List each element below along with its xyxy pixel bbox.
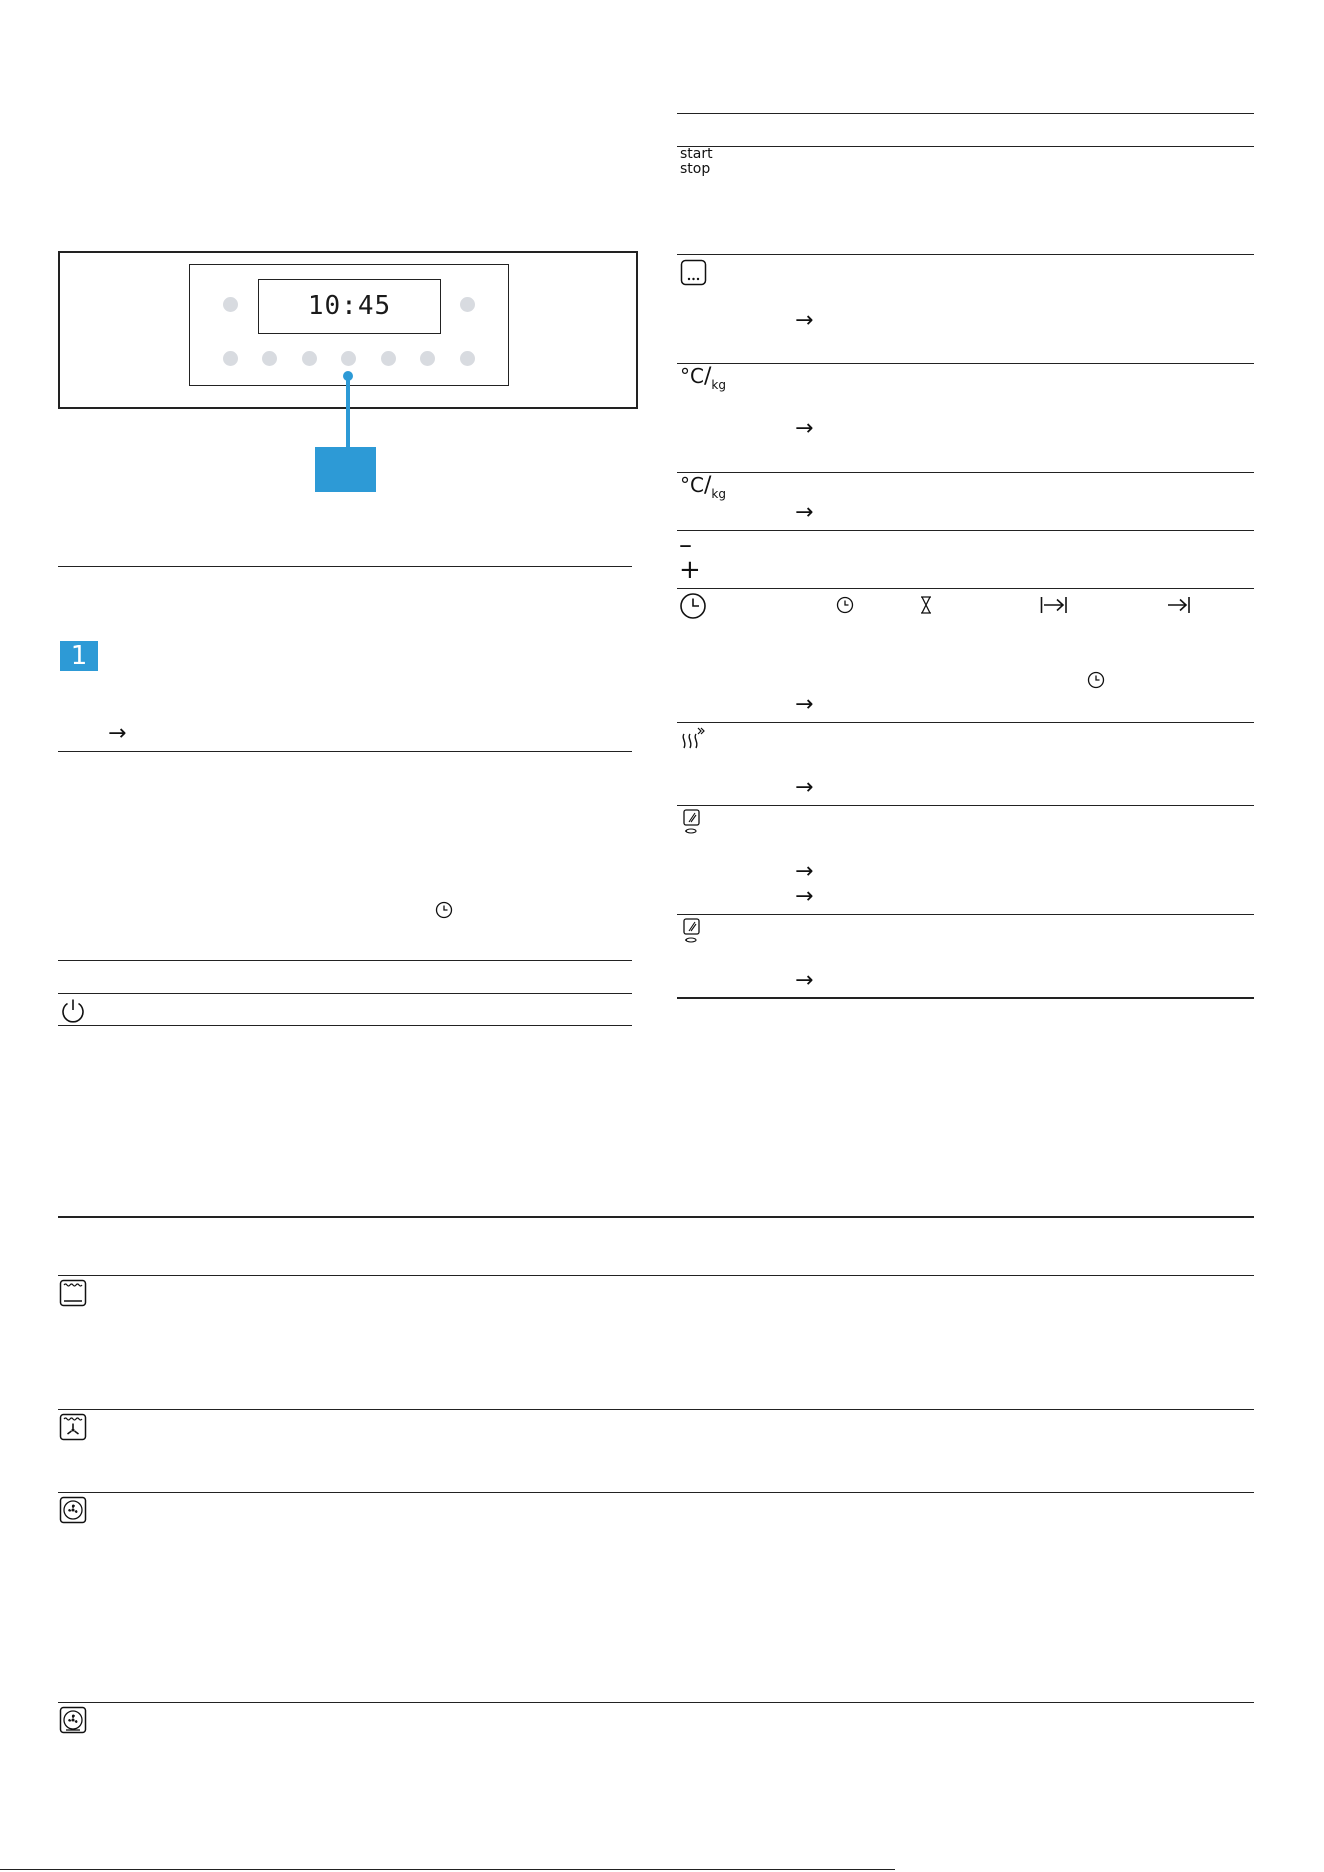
timer-clock-icon bbox=[679, 592, 707, 620]
table-rule bbox=[58, 1492, 1254, 1493]
rule bbox=[58, 566, 632, 567]
arrow-icon: → bbox=[795, 692, 814, 717]
panel-button-left[interactable] bbox=[223, 297, 238, 312]
table-rule bbox=[677, 363, 1254, 364]
child-lock-icon bbox=[682, 808, 704, 836]
table-rule bbox=[677, 588, 1254, 589]
rule bbox=[58, 1025, 632, 1026]
table-rule bbox=[677, 722, 1254, 723]
clock-icon bbox=[435, 901, 453, 919]
menu-icon bbox=[680, 259, 708, 287]
table-rule bbox=[58, 1409, 1254, 1410]
table-rule bbox=[58, 1275, 1254, 1276]
display-time: 10:45 bbox=[307, 291, 392, 321]
child-lock-icon bbox=[682, 917, 704, 945]
temperature-weight-icon: $^\circ C/_{kg}$ bbox=[680, 364, 726, 392]
plus-icon: + bbox=[679, 555, 701, 585]
hot-air-icon bbox=[59, 1496, 87, 1524]
panel-button-6[interactable] bbox=[420, 351, 435, 366]
panel-button-right[interactable] bbox=[460, 297, 475, 312]
table-rule bbox=[677, 113, 1254, 114]
rule bbox=[58, 751, 632, 752]
clock-icon bbox=[1087, 671, 1105, 689]
panel-button-5[interactable] bbox=[381, 351, 396, 366]
clock-icon bbox=[836, 596, 854, 614]
power-icon bbox=[59, 997, 87, 1025]
arrow-icon: → bbox=[795, 859, 814, 884]
arrow-icon: → bbox=[795, 884, 814, 909]
arrow-icon: → bbox=[795, 416, 814, 441]
arrow-icon: → bbox=[795, 968, 814, 993]
arrow-icon: → bbox=[795, 308, 814, 333]
stop-label: stop bbox=[680, 161, 711, 177]
table-rule bbox=[58, 1702, 1254, 1703]
top-bottom-heat-icon bbox=[59, 1279, 87, 1307]
rule bbox=[58, 993, 632, 994]
table-rule bbox=[677, 254, 1254, 255]
table-rule bbox=[58, 1216, 1254, 1218]
start-label: start bbox=[680, 146, 713, 162]
callout-box bbox=[315, 447, 376, 492]
arrow-icon: → bbox=[108, 721, 127, 746]
table-rule bbox=[677, 530, 1254, 531]
arrow-icon: → bbox=[795, 500, 814, 525]
minus-icon: – bbox=[679, 530, 692, 560]
number-badge: 1 bbox=[60, 641, 98, 671]
hot-air-eco-icon bbox=[59, 1706, 87, 1734]
table-rule bbox=[677, 146, 1254, 147]
table-rule bbox=[677, 472, 1254, 473]
callout-line bbox=[346, 378, 350, 448]
table-rule bbox=[677, 997, 1254, 999]
table-rule bbox=[677, 805, 1254, 806]
cooking-time-icon bbox=[1040, 596, 1068, 614]
table-rule bbox=[677, 914, 1254, 915]
panel-button-4[interactable] bbox=[341, 351, 356, 366]
panel-button-7[interactable] bbox=[460, 351, 475, 366]
rapid-heat-icon bbox=[679, 726, 707, 754]
hourglass-icon bbox=[920, 596, 932, 614]
footer-rule bbox=[0, 1869, 895, 1870]
arrow-icon: → bbox=[795, 775, 814, 800]
end-time-icon bbox=[1167, 596, 1191, 614]
temperature-weight-icon: $^\circ C/_{kg}$ bbox=[680, 473, 726, 501]
grill-fan-icon bbox=[59, 1413, 87, 1441]
panel-button-1[interactable] bbox=[223, 351, 238, 366]
panel-button-2[interactable] bbox=[262, 351, 277, 366]
panel-button-3[interactable] bbox=[302, 351, 317, 366]
panel-display bbox=[258, 279, 441, 334]
rule bbox=[58, 960, 632, 961]
